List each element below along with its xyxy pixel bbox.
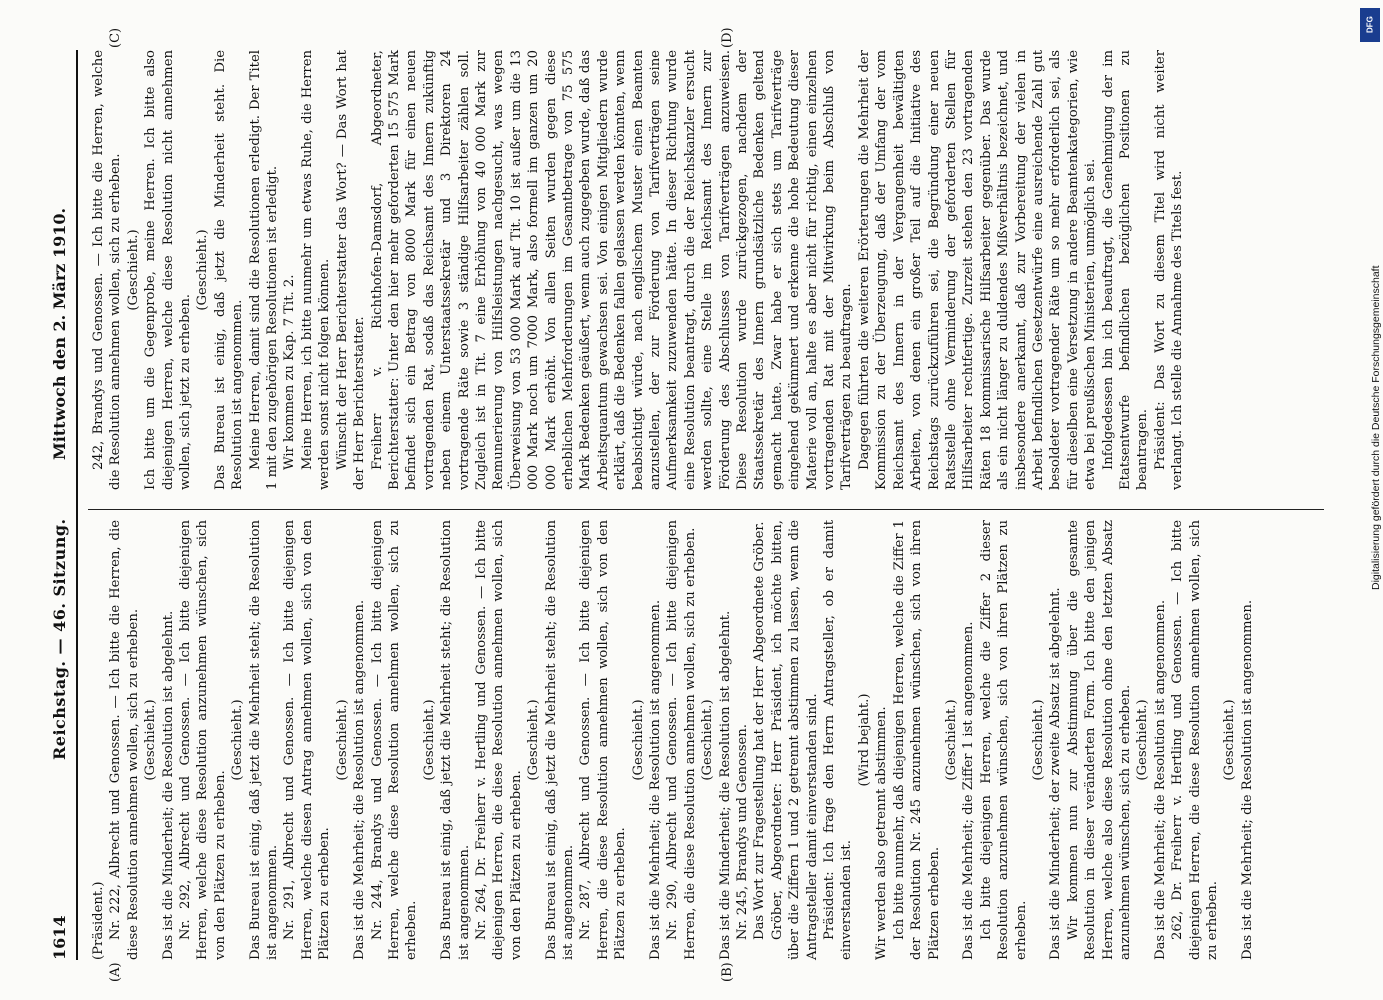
paragraph: Infolgedessen bin ich beauftragt, die Genehmigung der im Etatsentwurfe befindlichen bezüglichen Positionen zu beantragen. (1100, 50, 1151, 490)
paragraph: Das Bureau ist einig, daß jetzt die Mehrheit steht; die Resolution ist angenommen. (543, 520, 576, 960)
paragraph: (Geschieht.) (1135, 699, 1151, 781)
paragraph: Präsident: Das Wort zu diesem Titel wird nicht weiter verlangt. Ich stelle die Annahme des Titels fest. (1152, 50, 1186, 490)
paragraph: Freiherr v. Richthofen-Damsdorf, Abgeordneter, Berichterstatter: Unter den hier mehr geforderten 15 575 Mark befindet sich ein Betrag von 8000 Mark für einen neuen vortragenden Rat, sodaß das Reichsamt des Innern zukünftig neben einem Unterstaatssekretär und 3 Direktoren 24 vortragende Räte sowie 3 ständige Hilfsarbeiter zählen soll. Zugleich ist in Tit. 7 eine Erhöhung von 40 000 Mark zur Remunerierung von Hilfsleistungen nachgesucht, was wegen Überweisung von 53 000 Mark auf Tit. 10 ist außer um die 13 000 Mark noch um 7000 Mark, also formell im ganzen um 20 000 Mark erhöht. Von allen Seiten wurden gegen diese erheblichen Mehrforderungen im Gesamtbetrage von 75 575 Mark Bedenken geäußert, wenn auch zugegeben wurde, daß das Arbeitsquantum gewachsen sei. Von einigen Mitgliedern wurde erklärt, daß die Bedenken fallen gelassen werden könnten, wenn beabsichtigt würde, nach englischem Muster einen Beamten anzustellen, der zur Förderung von Tarifverträgen seine Aufmerksamkeit zuzuwenden hätte. In dieser Richtung wurde eine Resolution beantragt, durch die der Reichskanzler ersucht werden sollte, eine Stelle im Reichsamt des Innern zur Förderung des Abschlusses von Tarifverträgen anzuweisen. Diese Resolution wurde zurückgezogen, nachdem der Staatssekretär des Innern grundsätzliche Bedenken geltend gemacht hatte. Zwar habe er sich stets um Tarifverträge eingehend gekümmert und erkenne die hohe Bedeutung dieser Materie voll an, halte es aber nicht für richtig, einen einzelnen vortragenden Rat mit der Mitwirkung beim Abschluß von Tarifverträgen zu beauftragen. (369, 50, 855, 490)
paragraph: Wir kommen zu Kap. 7 Tit. 2. (282, 274, 298, 470)
page-header (50, 30, 72, 960)
paragraph: Dagegen führten die weiteren Erörterungen die Mehrheit der Kommission zu der Überzeugung, daß der Umfang der vom Reichsamt des Innern in der Vergangenheit bewältigten Arbeiten, von denen ein großer Teil auf die Initiative des Reichstags zurückzuführen sei, die Begründung einer neuen Ratsstelle ohne Verminderung der geforderten Stellen für Hilfsarbeiter rechtfertige. Zurzeit stehen den 23 vortragenden Räten 18 kommissarische Hilfsarbeiter gegenüber. Das wurde als ein nicht länger zu duldendes Mißverhältnis bezeichnet, und insbesondere anerkannt, daß zur Vorbereitung der vielen in Arbeit befindlichen Gesetzentwürfe eine ausreichende Zahl gut besoldeter vortragender Räte um so mehr erforderlich sei, als für dieselben eine Versetzung in andere Beamtenkategorien, wie etwa bei preußischen Ministerien, unmöglich sei. (856, 50, 1099, 490)
paragraph: Ich bitte um die Gegenprobe, meine Herren. Ich bitte also diejenigen Herren, welche diese Resolution nicht annehmen wollen, sich jetzt zu erheben. (143, 50, 194, 490)
column-divider (88, 509, 1324, 510)
header-title: Reichstag. — 46. Sitzung. (50, 518, 69, 760)
paragraph: Meine Herren, ich bitte nunmehr um etwas Ruhe, die Herren werden sonst nicht folgen können. (299, 50, 333, 490)
funding-note: Digitalisierung gefördert durch die Deutsche Forschungsgemeinschaft (1370, 265, 1382, 590)
margin-marker-c: (C) (108, 27, 123, 48)
paragraph: 242, Brandys und Genossen. — Ich bitte die Herren, welche die Resolution annehmen wollen, sich zu erheben. (91, 50, 124, 490)
left-column (90, 520, 1256, 960)
dfg-logo: DFG (1360, 8, 1380, 42)
paragraph: (Geschieht.) (230, 699, 246, 781)
paragraph: (Geschieht.) (421, 699, 437, 781)
header-date: Mittwoch den 2. März 1910. (50, 207, 69, 460)
paragraph: Nr. 291, Albrecht und Genossen. — Ich bitte diejenigen Herren, welche diesen Antrag annehmen wollen, sich von den Plätzen zu erheben. (282, 520, 333, 960)
paragraph: 262, Dr. Freiherr v. Hertling und Genossen. — Ich bitte diejenigen Herren, die diese Resolution annehmen wollen, sich zu erheben. (1170, 520, 1220, 960)
paragraph: Das ist die Mehrheit; die Resolution ist angenommen. (1152, 599, 1168, 960)
paragraph: Nr. 292, Albrecht und Genossen. — Ich bitte diejenigen Herren, welche diese Resolution anzunehmen wünschen, sich von den Plätzen zu erheben. (178, 520, 228, 960)
paragraph: Nr. 264, Dr. Freiherr v. Hertling und Genossen. — Ich bitte diejenigen Herren, die diese Resolution annehmen wollen, sich von den Plätzen zu erheben. (473, 520, 524, 960)
paragraph: (Geschieht.) (943, 699, 959, 781)
paragraph: (Geschieht.) (1030, 699, 1046, 781)
paragraph: Nr. 290, Albrecht und Genossen. — Ich bitte diejenigen Herren, die diese Resolution annehmen wollen, sich zu erheben. (665, 520, 698, 960)
paragraph: Ich bitte diejenigen Herren, welche die Ziffer 2 dieser Resolution anzunehmen wünschen, sich von ihren Plätzen zu erheben. (978, 520, 1029, 960)
paragraph: (Geschieht.) (125, 229, 141, 311)
page-number: 1614 (50, 915, 69, 960)
paragraph: Nr. 244, Brandys und Genossen. — Ich bitte diejenigen Herren, welche diese Resolution annehmen wollen, sich zu erheben. (369, 520, 420, 960)
paragraph: (Geschieht.) (1222, 699, 1238, 781)
paragraph: (Geschieht.) (334, 699, 350, 781)
paragraph: Ich bitte nunmehr, daß diejenigen Herren, welche die Ziffer 1 der Resolution Nr. 245 anzunehmen wünschen, sich von ihren Plätzen erheben. (891, 520, 942, 960)
right-column (90, 50, 1187, 490)
header-rule (76, 50, 78, 960)
paragraph: Das Bureau ist einig, daß jetzt die Minderheit steht. Die Resolution ist angenommen. (212, 50, 246, 490)
paragraph: (Geschieht.) (143, 699, 159, 781)
paragraph: (Präsident.) (91, 881, 106, 960)
paragraph: (Wird bejaht.) (856, 693, 872, 787)
paragraph: Gröber, Abgeordneter: Herr Präsident, ich möchte bitten, über die Ziffern 1 und 2 getrennt abstimmen zu lassen, wenn die Antragsteller damit einverstanden sind. (769, 520, 820, 960)
paragraph: (Geschieht.) (630, 699, 646, 781)
paragraph: (Geschieht.) (700, 699, 716, 781)
paragraph: Nr. 245, Brandys und Genossen. (735, 724, 751, 940)
paragraph: Das ist die Minderheit; die Resolution ist abgelehnt. (717, 610, 733, 960)
paragraph: Das Wort zur Fragestellung hat der Herr Abgeordnete Gröber. (752, 521, 768, 940)
paragraph: Präsident: Ich frage den Herrn Antragsteller, ob er damit einverstanden ist. (822, 520, 855, 960)
paragraph: Das ist die Minderheit; der zweite Absatz ist abgelehnt. (1048, 587, 1064, 960)
paragraph: Das ist die Mehrheit; die Ziffer 1 ist angenommen. (961, 621, 977, 960)
margin-marker-b: (B) (720, 962, 735, 982)
margin-marker-a: (A) (108, 962, 123, 982)
paragraph: Das ist die Mehrheit; die Resolution ist angenommen. (648, 599, 663, 960)
paragraph: Das Bureau ist einig, daß jetzt die Mehrheit steht; die Resolution ist angenommen. (247, 520, 281, 960)
margin-marker-d: (D) (720, 27, 735, 48)
paragraph: Nr. 287, Albrecht und Genossen. — Ich bitte diejenigen Herren, die diese Resolution annehmen wollen, sich von den Plätzen zu erheben. (578, 520, 629, 960)
paragraph: Meine Herren, damit sind die Resolutionen erledigt. Der Titel 1 mit den zugehörigen Resolutionen ist erledigt. (247, 50, 281, 490)
paragraph: (Geschieht.) (195, 229, 211, 311)
paragraph: Nr. 222, Albrecht und Genossen. — Ich bitte die Herren, die diese Resolution annehmen wollen, sich zu erheben. (108, 520, 141, 960)
paragraph: (Geschieht.) (526, 699, 542, 781)
paragraph: Wir kommen nun zur Abstimmung über die gesamte Resolution in dieser veränderten Form. Ich bitte den jenigen Herren, welche also diese Resolution ohne den letzten Absatz anzunehmen wünschen, sich zu erheben. (1065, 520, 1133, 960)
paragraph: Das ist die Mehrheit; die Resolution ist angenommen. (352, 599, 368, 960)
paragraph: Wir werden also getrennt abstimmen. (874, 706, 890, 960)
paragraph: Das ist die Mehrheit; die Resolution ist angenommen. (1239, 599, 1255, 960)
paragraph: Wünscht der Herr Berichterstatter das Wort? — Das Wort hat der Herr Berichterstatter. (334, 50, 368, 490)
paragraph: Das Bureau ist einig, daß jetzt die Mehrheit steht; die Resolution ist angenommen. (439, 520, 472, 960)
paragraph: Das ist die Minderheit; die Resolution ist abgelehnt. (160, 610, 176, 960)
